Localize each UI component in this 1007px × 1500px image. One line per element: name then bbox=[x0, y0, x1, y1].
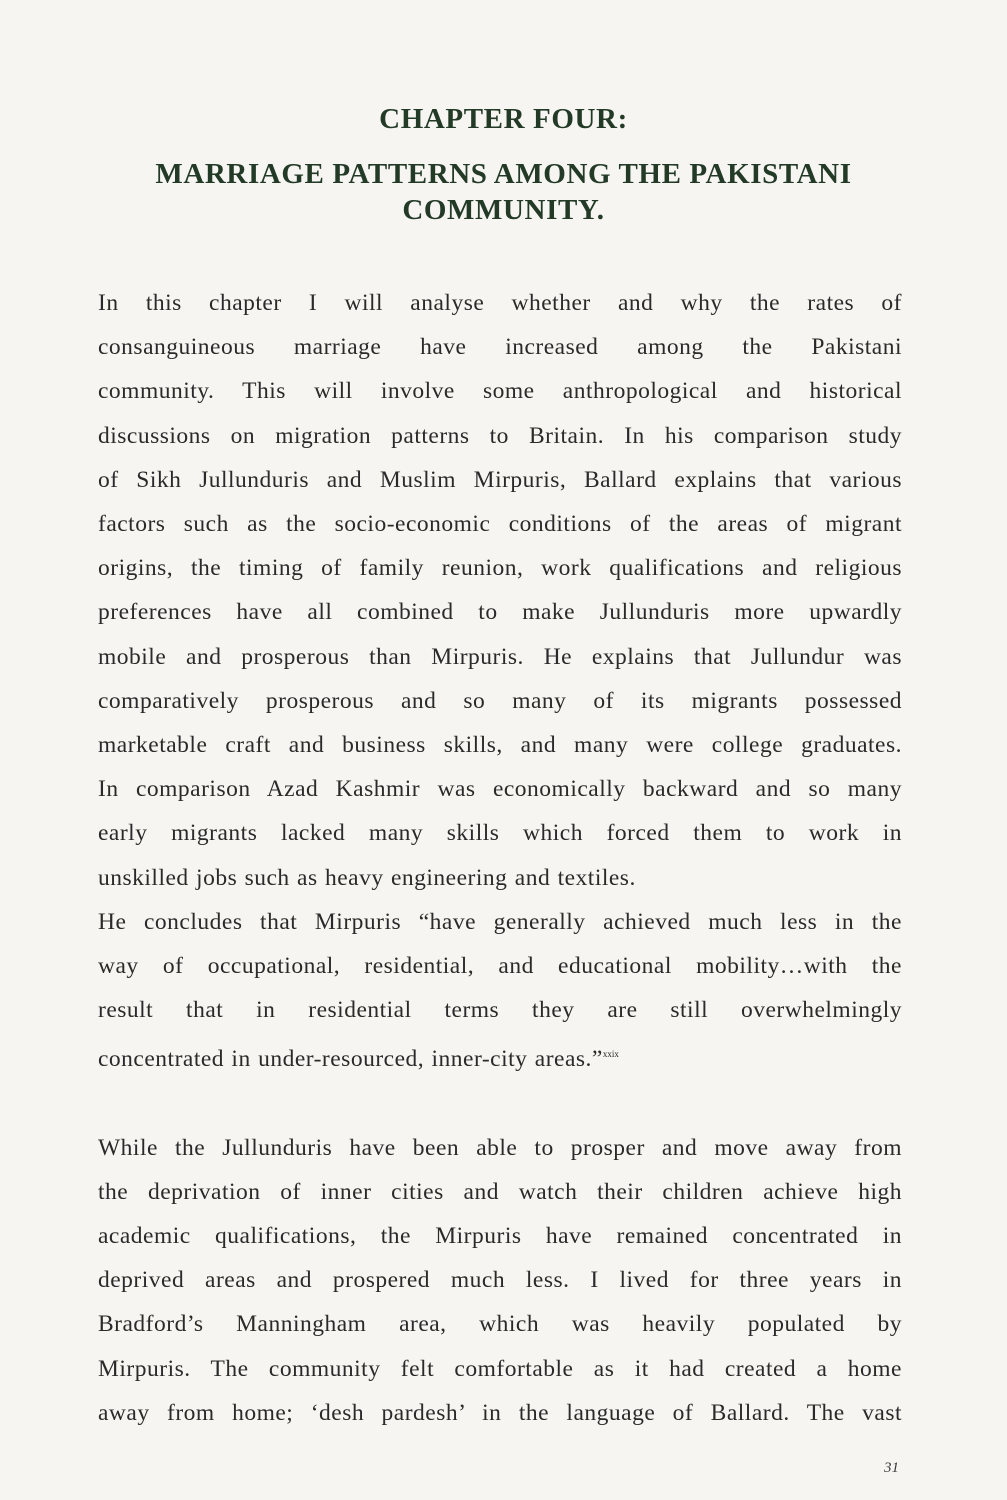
chapter-heading bbox=[0, 103, 1007, 228]
text-line: way of occupational, residential, and educational mobility…with the bbox=[98, 953, 902, 980]
text-line: unskilled jobs such as heavy engineering and textiles. bbox=[98, 864, 636, 891]
text-line: factors such as the socio-economic conditions of the areas of migrant bbox=[98, 511, 902, 538]
paragraph-2 bbox=[98, 900, 902, 1082]
text-line: discussions on migration patterns to Britain. In his comparison study bbox=[98, 422, 902, 449]
endnote-marker: xxix bbox=[602, 1049, 619, 1060]
text-line: Mirpuris. The community felt comfortable as it had created a home bbox=[98, 1355, 902, 1382]
text-line: He concludes that Mirpuris “have generally achieved much less in the bbox=[98, 908, 902, 935]
text-line-with-endnote bbox=[98, 1032, 902, 1081]
chapter-label: CHAPTER FOUR: bbox=[379, 103, 628, 135]
text-line: early migrants lacked many skills which forced them to work in bbox=[98, 820, 902, 847]
text-line: of Sikh Jullunduris and Muslim Mirpuris, Ballard explains that various bbox=[98, 466, 902, 493]
body-text bbox=[98, 281, 902, 1435]
paragraph-1 bbox=[98, 281, 902, 900]
text-line: mobile and prosperous than Mirpuris. He explains that Jullundur was bbox=[98, 643, 902, 670]
text-line: preferences have all combined to make Jullunduris more upwardly bbox=[98, 599, 902, 626]
chapter-title-line: COMMUNITY. bbox=[402, 194, 605, 226]
text-line: While the Jullunduris have been able to prosper and move away from bbox=[98, 1134, 902, 1161]
text-line: origins, the timing of family reunion, work qualifications and religious bbox=[98, 555, 902, 582]
text-line: concentrated in under-resourced, inner-city areas.” bbox=[98, 1046, 603, 1073]
text-line: comparatively prosperous and so many of its migrants possessed bbox=[98, 687, 902, 714]
page-number: 31 bbox=[884, 1460, 899, 1476]
text-line: result that in residential terms they are still overwhelmingly bbox=[98, 997, 902, 1024]
paragraph-3 bbox=[98, 1126, 902, 1435]
text-line: academic qualifications, the Mirpuris have remained concentrated in bbox=[98, 1223, 902, 1250]
text-line: In comparison Azad Kashmir was economically backward and so many bbox=[98, 776, 902, 803]
paragraph-gap bbox=[98, 1082, 902, 1126]
chapter-title-line: MARRIAGE PATTERNS AMONG THE PAKISTANI bbox=[155, 158, 852, 190]
text-line: consanguineous marriage have increased among the Pakistani bbox=[98, 334, 902, 361]
text-line: the deprivation of inner cities and watch their children achieve high bbox=[98, 1178, 902, 1205]
text-line: In this chapter I will analyse whether and why the rates of bbox=[98, 290, 902, 316]
text-line: Bradford’s Manningham area, which was heavily populated by bbox=[98, 1311, 902, 1338]
text-line: marketable craft and business skills, and many were college graduates. bbox=[98, 732, 902, 759]
text-line: deprived areas and prospered much less. I lived for three years in bbox=[98, 1267, 902, 1294]
text-line: community. This will involve some anthropological and historical bbox=[98, 378, 902, 405]
text-line: away from home; ‘desh pardesh’ in the language of Ballard. The vast bbox=[98, 1399, 902, 1426]
